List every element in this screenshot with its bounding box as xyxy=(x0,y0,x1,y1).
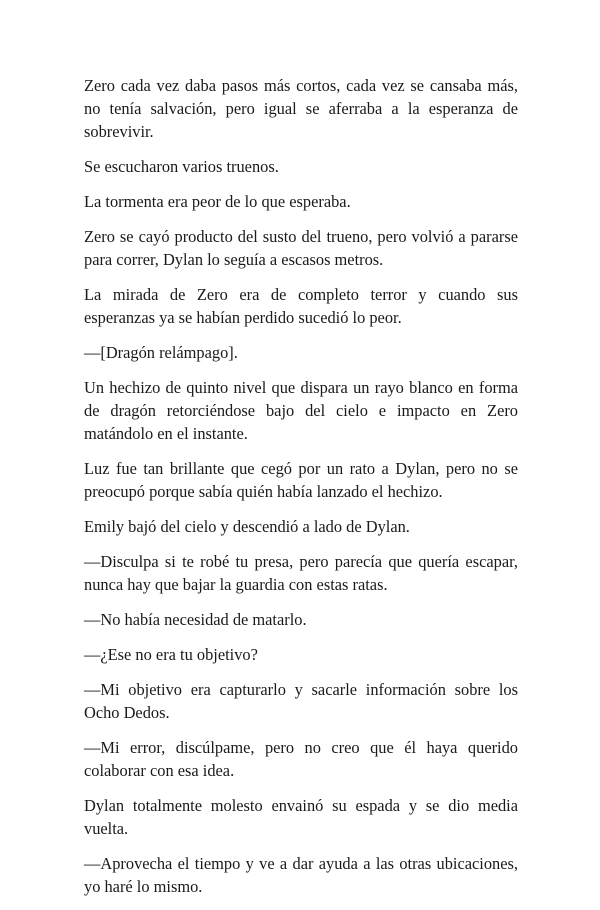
paragraph: —[Dragón relámpago]. xyxy=(84,343,238,362)
paragraph: —No había necesidad de matarlo. xyxy=(84,610,307,629)
paragraph: La mirada de Zero era de completo terror y cuando sus esperanzas ya se habían perdido sucedió lo peor. xyxy=(84,285,518,327)
paragraph: —Mi objetivo era capturarlo y sacarle información sobre los Ocho Dedos. xyxy=(84,680,518,722)
paragraph: Un hechizo de quinto nivel que dispara un rayo blanco en forma de dragón retorciéndose bajo del cielo e impacto en Zero matándolo en el instante. xyxy=(84,378,518,443)
paragraph: —¿Ese no era tu objetivo? xyxy=(84,645,258,664)
paragraph: Zero cada vez daba pasos más cortos, cada vez se cansaba más, no tenía salvación, pero igual se aferraba a la esperanza de sobrevivir. xyxy=(84,76,518,141)
book-page-text xyxy=(84,74,518,910)
paragraph: Luz fue tan brillante que cegó por un rato a Dylan, pero no se preocupó porque sabía quién había lanzado el hechizo. xyxy=(84,459,518,501)
paragraph: Zero se cayó producto del susto del trueno, pero volvió a pararse para correr, Dylan lo seguía a escasos metros. xyxy=(84,227,518,269)
paragraph: Dylan totalmente molesto envainó su espada y se dio media vuelta. xyxy=(84,796,518,838)
paragraph: Se escucharon varios truenos. xyxy=(84,157,279,176)
paragraph: Emily bajó del cielo y descendió a lado de Dylan. xyxy=(84,517,410,536)
paragraph: La tormenta era peor de lo que esperaba. xyxy=(84,192,351,211)
paragraph: —Disculpa si te robé tu presa, pero parecía que quería escapar, nunca hay que bajar la guardia con estas ratas. xyxy=(84,552,518,594)
paragraph: —Aprovecha el tiempo y ve a dar ayuda a las otras ubicaciones, yo haré lo mismo. xyxy=(84,854,518,896)
paragraph: —Mi error, discúlpame, pero no creo que él haya querido colaborar con esa idea. xyxy=(84,738,518,780)
